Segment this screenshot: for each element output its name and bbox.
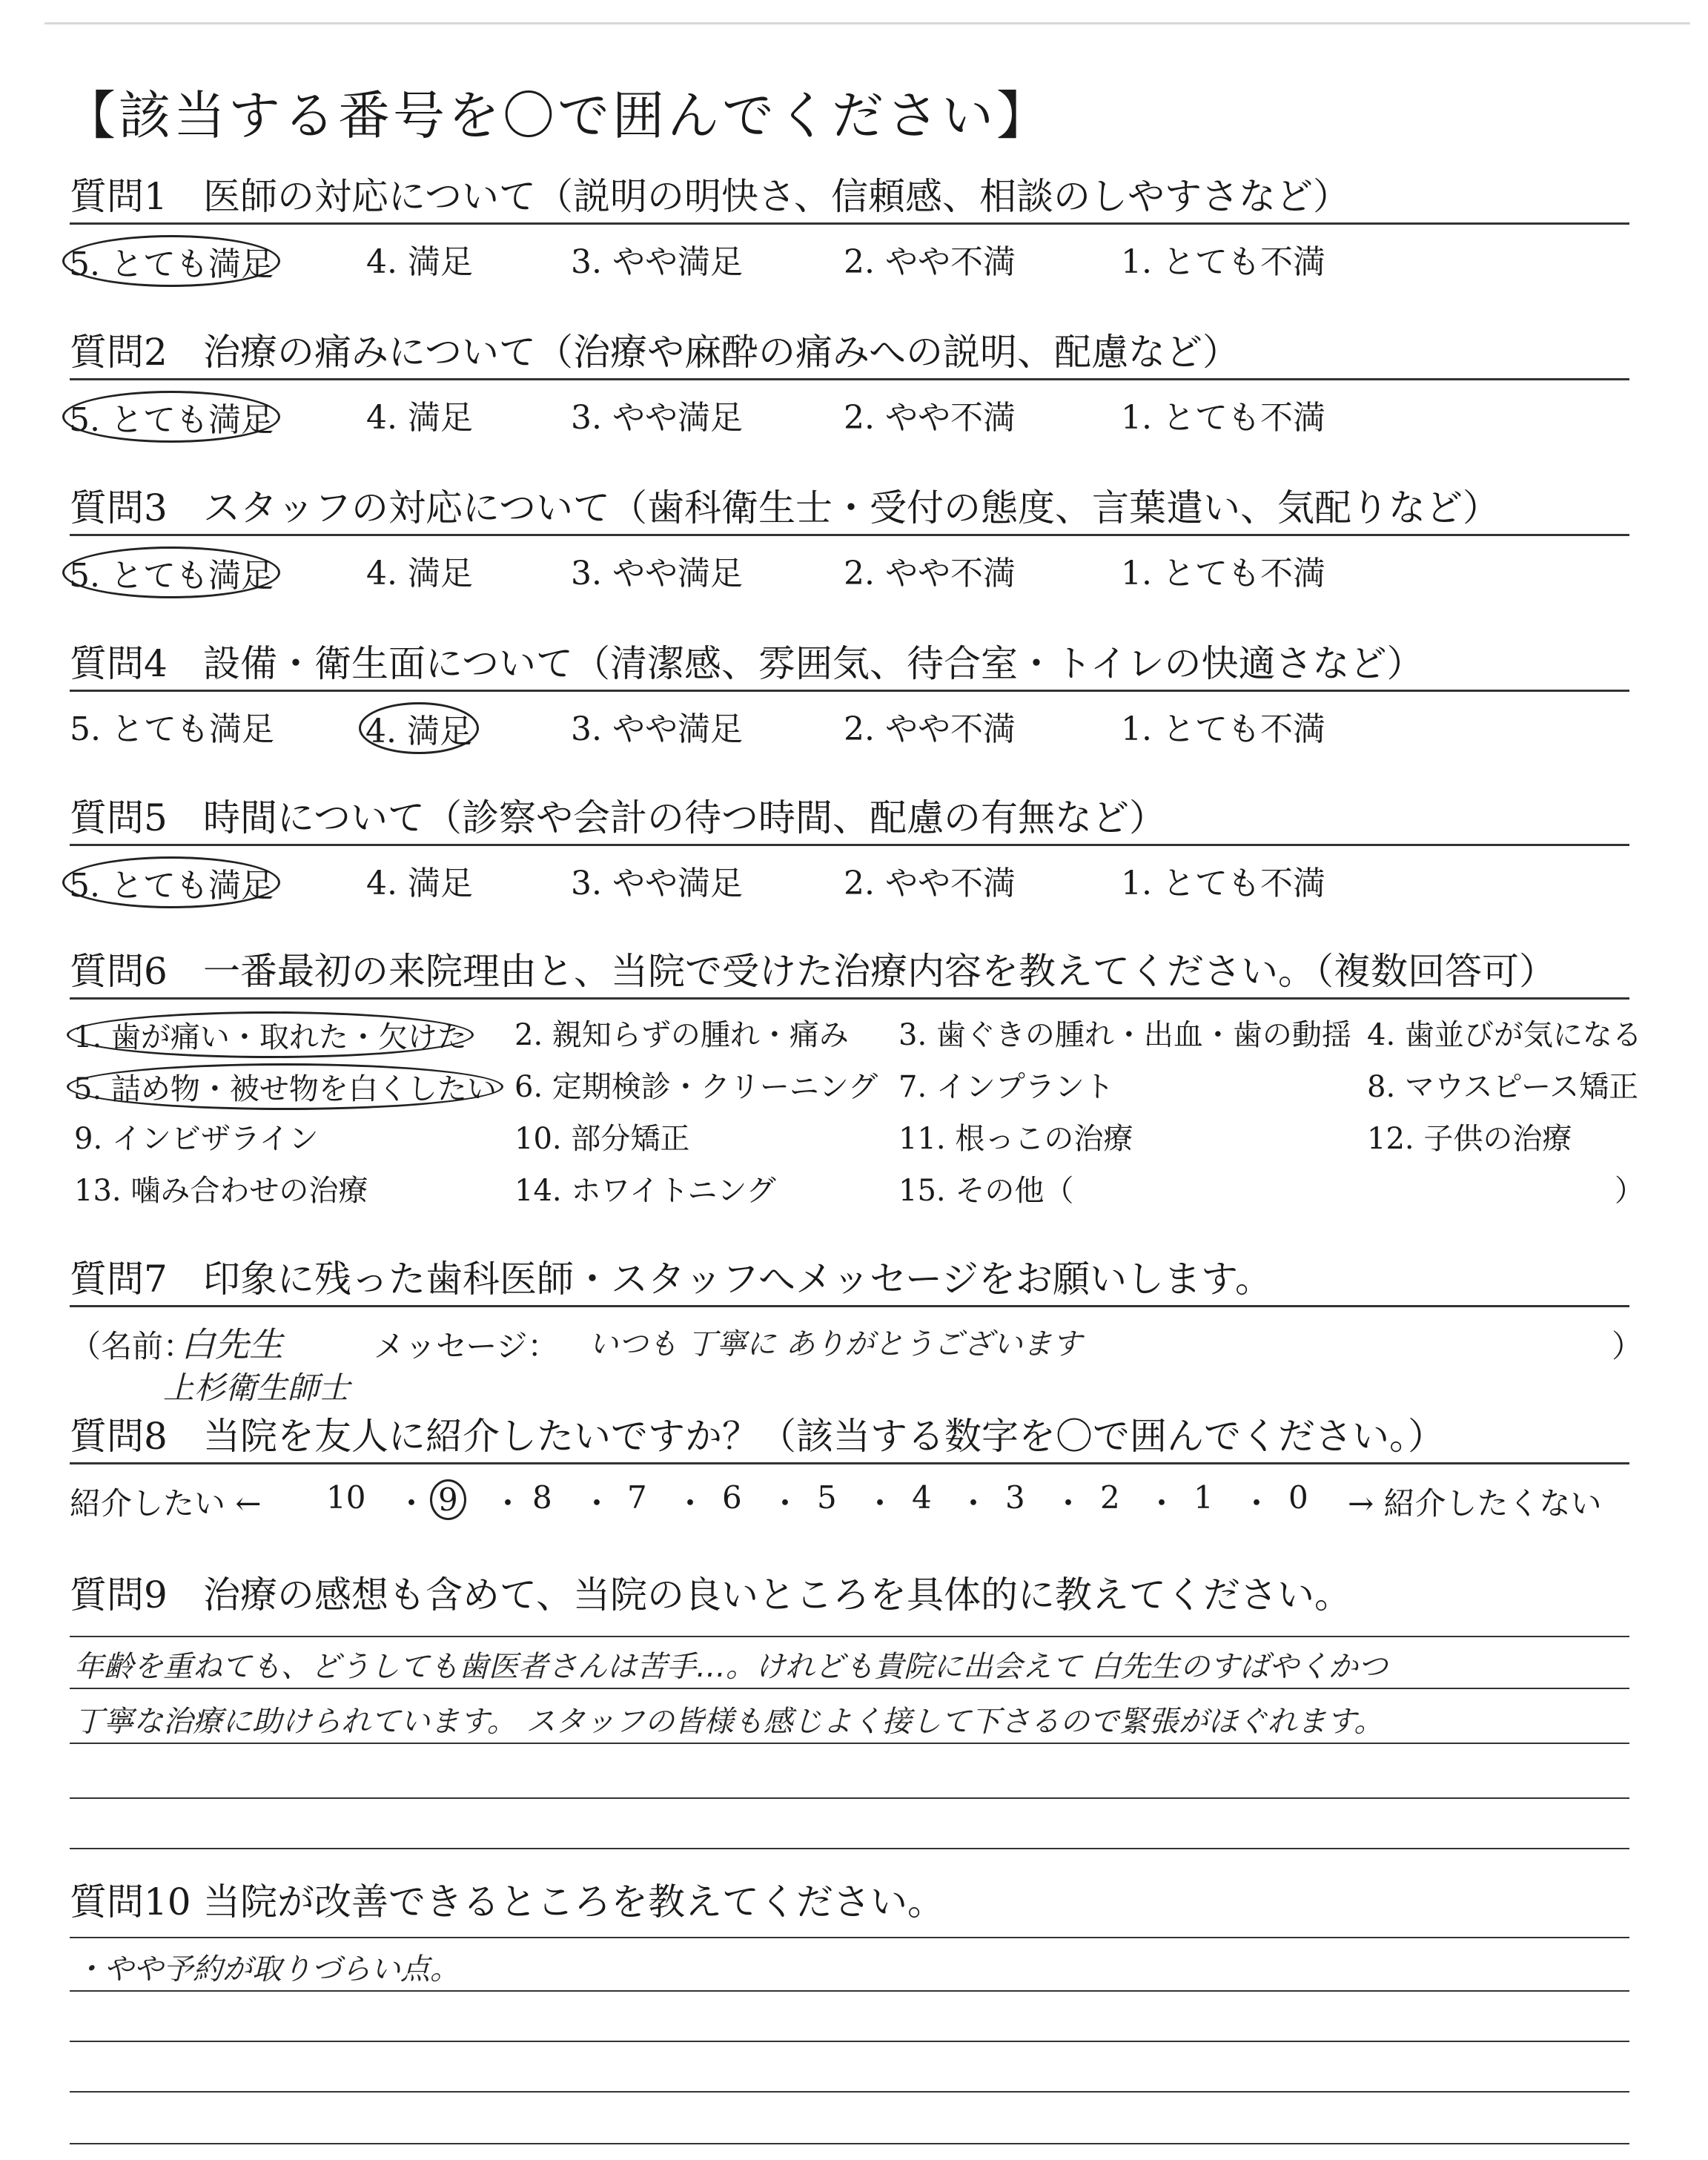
answer-line <box>70 1743 1629 1744</box>
answer-line <box>70 1937 1629 1938</box>
question-1 <box>69 171 1629 283</box>
q3-option-2[interactable]: 2. やや不満 <box>844 555 1016 592</box>
answer-line <box>70 2143 1629 2144</box>
q8-sep: ・ <box>396 1485 428 1522</box>
q8-scale-2[interactable]: 2 <box>1100 1479 1120 1516</box>
question-9 <box>70 1569 1629 1739</box>
q4-option-1[interactable]: 1. とても不満 <box>1121 710 1325 748</box>
top-rule <box>44 22 1690 24</box>
question-7-title: 印象に残った歯科医師・スタッフへメッセージをお願いします。 <box>203 1258 1272 1301</box>
question-8-number: 質問8 <box>70 1415 168 1458</box>
q5-option-1[interactable]: 1. とても不満 <box>1121 865 1325 902</box>
question-9-heading <box>70 1569 1629 1621</box>
q1-option-3[interactable]: 3. やや満足 <box>571 243 743 281</box>
q6-option-12[interactable]: 12. 子供の治療 <box>1367 1122 1572 1156</box>
question-10-heading <box>70 1876 1629 1928</box>
q8-scale-4[interactable]: 4 <box>912 1479 932 1516</box>
q8-scale-1[interactable]: 1 <box>1194 1479 1214 1516</box>
q6-option-11[interactable]: 11. 根っこの治療 <box>898 1122 1133 1156</box>
q7-name-handwritten-1[interactable]: 白先生 <box>181 1324 283 1364</box>
question-4-title: 設備・衛生面について（清潔感、雰囲気、待合室・トイレの快適さなど） <box>203 642 1424 685</box>
q7-message-handwritten[interactable]: いつも 丁寧に ありがとうございます <box>589 1327 1082 1361</box>
q10-answer-line-1[interactable]: ・やや予約が取りづらい点。 <box>74 1952 460 1986</box>
question-10-number: 質問10 <box>70 1880 191 1923</box>
question-7-number: 質問7 <box>70 1258 168 1301</box>
question-5-number: 質問5 <box>70 796 168 839</box>
q7-close-paren: ） <box>1612 1328 1644 1364</box>
q1-option-2[interactable]: 2. やや不満 <box>844 243 1016 281</box>
q4-option-5[interactable]: 5. とても満足 <box>70 710 274 748</box>
q2-option-2[interactable]: 2. やや不満 <box>844 399 1016 437</box>
question-1-heading <box>70 171 1629 225</box>
q3-option-3[interactable]: 3. やや満足 <box>571 555 743 592</box>
q5-option-3[interactable]: 3. やや満足 <box>571 865 743 902</box>
question-2 <box>69 326 1629 439</box>
q8-scale-9[interactable]: 9 <box>430 1479 466 1520</box>
question-2-number: 質問2 <box>70 331 168 374</box>
question-3-number: 質問3 <box>70 486 168 529</box>
question-6-options <box>70 1007 1644 1222</box>
q9-answer-line-2[interactable]: 丁寧な治療に助けられています。 スタッフの皆様も感じよく接して下さるので緊張がほぐれます。 <box>74 1705 1384 1739</box>
answer-line <box>70 1990 1629 1992</box>
q5-option-5[interactable]: 5. とても満足 <box>62 856 280 908</box>
question-7-answer <box>70 1307 1644 1406</box>
q8-sep: ・ <box>958 1485 990 1522</box>
q8-sep: ・ <box>1241 1485 1273 1522</box>
question-3-options <box>69 541 1629 595</box>
question-5-title: 時間について（診察や会計の待つ時間、配慮の有無など） <box>203 796 1166 839</box>
q6-option-5[interactable]: 5. 詰め物・被せ物を白くしたい <box>67 1063 503 1110</box>
question-2-heading <box>70 326 1629 380</box>
q6-option-1[interactable]: 1. 歯が痛い・取れた・欠けた <box>67 1011 474 1058</box>
q8-recommend-scale <box>70 1472 1629 1524</box>
q8-right-label: → 紹介したくない <box>1348 1485 1602 1522</box>
answer-line <box>70 2041 1629 2042</box>
q2-option-4[interactable]: 4. 満足 <box>366 399 473 437</box>
q9-answer-line-1[interactable]: 年齢を重ねても、どうしても歯医者さんは苦手…。けれども貴院に出会えて 白先生のすばやくかつ <box>74 1650 1388 1684</box>
question-6-title: 一番最初の来院理由と、当院で受けた治療内容を教えてください。（複数回答可） <box>203 950 1556 993</box>
question-7-heading <box>70 1253 1629 1307</box>
q6-option-4[interactable]: 4. 歯並びが気になる <box>1367 1018 1642 1052</box>
answer-line <box>70 1688 1629 1689</box>
q1-option-4[interactable]: 4. 満足 <box>366 243 473 281</box>
q3-option-4[interactable]: 4. 満足 <box>366 555 473 592</box>
q6-option-10[interactable]: 10. 部分矯正 <box>514 1122 690 1156</box>
q6-option-3[interactable]: 3. 歯ぐきの腫れ・出血・歯の動揺 <box>898 1018 1351 1052</box>
question-1-number: 質問1 <box>70 175 168 218</box>
question-3 <box>69 482 1629 595</box>
question-2-title: 治療の痛みについて（治療や麻酔の痛みへの説明、配慮など） <box>203 331 1239 374</box>
question-10 <box>70 1876 1629 1986</box>
question-10-title: 当院が改善できるところを教えてください。 <box>203 1880 944 1923</box>
q8-scale-5[interactable]: 5 <box>817 1479 837 1516</box>
answer-line <box>70 1797 1629 1799</box>
q3-option-1[interactable]: 1. とても不満 <box>1121 555 1325 592</box>
q7-name-label: （名前： <box>70 1328 195 1364</box>
answer-line <box>70 1848 1629 1849</box>
q2-option-3[interactable]: 3. やや満足 <box>571 399 743 437</box>
q6-option-7[interactable]: 7. インプラント <box>898 1070 1114 1104</box>
q4-option-3[interactable]: 3. やや満足 <box>571 710 743 748</box>
q6-option-6[interactable]: 6. 定期検診・クリーニング <box>514 1070 878 1104</box>
q6-option-14[interactable]: 14. ホワイトニング <box>514 1174 776 1208</box>
q1-option-1[interactable]: 1. とても不満 <box>1121 243 1325 281</box>
q8-scale-0[interactable]: 0 <box>1288 1479 1308 1516</box>
q2-option-1[interactable]: 1. とても不満 <box>1121 399 1325 437</box>
question-3-heading <box>70 482 1629 536</box>
question-6 <box>70 945 1644 1222</box>
q1-option-5[interactable]: 5. とても満足 <box>62 235 280 287</box>
question-1-title: 医師の対応について（説明の明快さ、信頼感、相談のしやすさなど） <box>203 175 1350 218</box>
q8-sep: ・ <box>492 1485 524 1522</box>
q8-sep: ・ <box>581 1485 613 1522</box>
q2-option-5[interactable]: 5. とても満足 <box>62 391 280 443</box>
question-1-options <box>69 229 1629 283</box>
q5-option-2[interactable]: 2. やや不満 <box>844 865 1016 902</box>
q8-scale-6[interactable]: 6 <box>722 1479 742 1516</box>
question-4-number: 質問4 <box>70 642 168 685</box>
question-8-title: 当院を友人に紹介したいですか？（該当する数字を〇で囲んでください。） <box>203 1415 1445 1458</box>
q8-scale-7[interactable]: 7 <box>627 1479 647 1516</box>
q4-option-2[interactable]: 2. やや不満 <box>844 710 1016 748</box>
question-5-heading <box>70 792 1629 846</box>
q8-sep: ・ <box>864 1485 896 1522</box>
q6-other-close-paren: ） <box>1615 1174 1644 1208</box>
q4-option-4[interactable]: 4. 満足 <box>359 702 479 754</box>
q6-option-8[interactable]: 8. マウスピース矯正 <box>1367 1070 1639 1104</box>
q6-option-2[interactable]: 2. 親知らずの腫れ・痛み <box>514 1018 849 1052</box>
q8-scale-8[interactable]: 8 <box>532 1479 552 1516</box>
q8-sep: ・ <box>1053 1485 1085 1522</box>
q6-option-9[interactable]: 9. インビザライン <box>74 1122 319 1156</box>
q8-sep: ・ <box>1146 1485 1178 1522</box>
page-header: 【該当する番号を〇で囲んでください】 <box>64 85 1051 146</box>
q7-message-label: メッセージ： <box>374 1328 559 1364</box>
question-8-heading <box>70 1410 1629 1464</box>
q8-left-label: 紹介したい ← <box>70 1485 262 1522</box>
q8-scale-10[interactable]: 10 <box>326 1479 366 1516</box>
question-2-options <box>69 385 1629 439</box>
question-5 <box>69 792 1629 905</box>
question-8 <box>70 1410 1629 1524</box>
question-7 <box>70 1253 1644 1406</box>
question-6-number: 質問6 <box>70 950 168 993</box>
q3-option-5[interactable]: 5. とても満足 <box>62 546 280 598</box>
question-6-heading <box>70 945 1629 1000</box>
question-3-title: スタッフの対応について（歯科衛生士・受付の態度、言葉遣い、気配りなど） <box>203 486 1500 529</box>
question-9-title: 治療の感想も含めて、当院の良いところを具体的に教えてください。 <box>203 1573 1351 1616</box>
question-4-heading <box>70 638 1629 692</box>
q5-option-4[interactable]: 4. 満足 <box>366 865 473 902</box>
q7-name-handwritten-2[interactable]: 上杉衛生師士 <box>163 1370 351 1406</box>
q8-sep: ・ <box>769 1485 801 1522</box>
q8-sep: ・ <box>675 1485 706 1522</box>
q8-scale-3[interactable]: 3 <box>1005 1479 1025 1516</box>
answer-line <box>70 1636 1629 1637</box>
answer-line <box>70 2091 1629 2093</box>
question-4-options <box>70 696 1629 750</box>
q6-option-13[interactable]: 13. 噛み合わせの治療 <box>74 1174 368 1208</box>
question-9-number: 質問9 <box>70 1573 168 1616</box>
question-5-options <box>69 851 1629 905</box>
question-4 <box>70 638 1629 750</box>
q6-option-15[interactable]: 15. その他（ <box>898 1174 1074 1208</box>
